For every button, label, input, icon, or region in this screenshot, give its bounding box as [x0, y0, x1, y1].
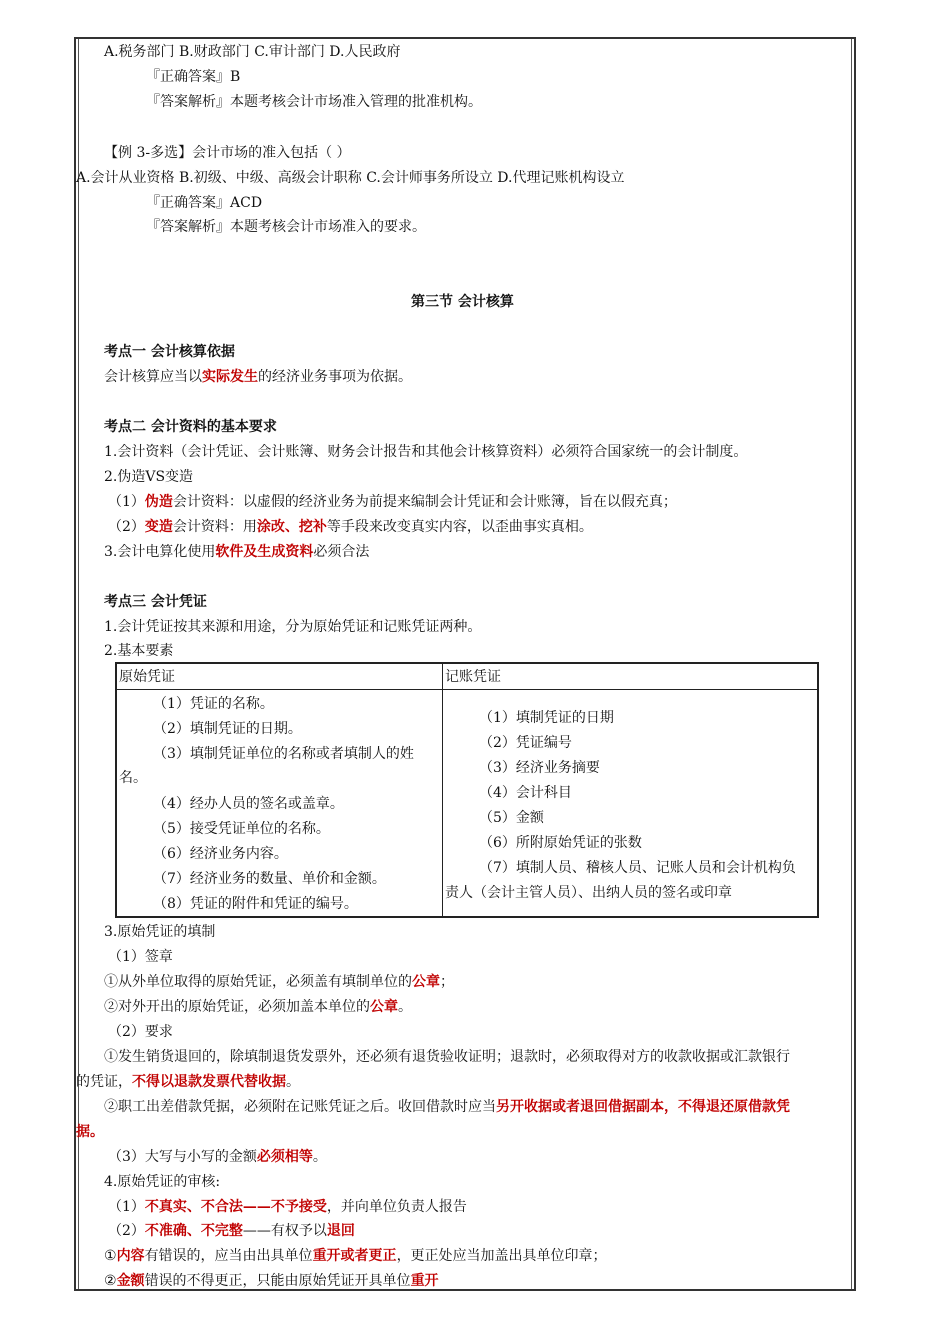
- q2-stem: 【例 3-多选】会计市场的准入包括（ ）: [104, 145, 351, 161]
- table-item: （2）填制凭证的日期。: [153, 720, 302, 737]
- k3-line-4a: （1）不真实、不合法——不予接受，并向单位负责人报告: [108, 1199, 467, 1215]
- frame-inner-right-rule: [851, 39, 852, 1289]
- table-item: （4）会计科目: [479, 784, 572, 801]
- k3-line-3a2: ②对外开出的原始凭证，必须加盖本单位的公章。: [104, 999, 412, 1015]
- table-item: （6）所附原始凭证的张数: [479, 834, 642, 851]
- table-cell-original-items: [116, 689, 443, 917]
- table-header-bookkeeping: 记账凭证: [443, 663, 819, 689]
- k3-line-2: 2.基本要素: [104, 643, 174, 659]
- k3-line-3b2-cont: 据。: [76, 1124, 104, 1140]
- k2-line-4: （2）变造会计资料：用涂改、挖补等手段来改变真实内容，以歪曲事实真相。: [108, 519, 593, 535]
- k2-line-1: 1.会计资料（会计凭证、会计账簿、财务会计报告和其他会计核算资料）必须符合国家统一的会计制度。: [104, 444, 748, 460]
- q2-answer: 『正确答案』ACD: [146, 195, 263, 211]
- table-cell-bookkeeping-items: [443, 689, 819, 917]
- k1-line: 会计核算应当以实际发生的经济业务事项为依据。: [104, 369, 412, 385]
- table-item: （7）经济业务的数量、单价和金额。: [153, 870, 386, 887]
- table-header-original: 原始凭证: [116, 663, 443, 689]
- frame-inner-left-rule: [78, 39, 79, 1289]
- table-item: （3）填制凭证单位的名称或者填制人的姓: [153, 745, 414, 762]
- k3-line-3a1: ①从外单位取得的原始凭证，必须盖有填制单位的公章；: [104, 974, 454, 990]
- k3-line-3c: （3）大写与小写的金额必须相等。: [108, 1149, 327, 1165]
- k3-line-4d: ②金额错误的不得更正，只能由原始凭证开具单位重开: [104, 1273, 439, 1289]
- k3-line-4: 4.原始凭证的审核:: [104, 1174, 221, 1190]
- table-item: 责人（会计主管人员）、出纳人员的签名或印章: [445, 884, 732, 901]
- k2-line-2: 2.伪造VS变造: [104, 469, 194, 485]
- q2-analysis: 『答案解析』本题考核会计市场准入的要求。: [146, 219, 426, 235]
- k2-title: 考点二 会计资料的基本要求: [104, 419, 277, 435]
- k3-line-3: 3.原始凭证的填制: [104, 924, 216, 940]
- table-item: （6）经济业务内容。: [153, 845, 288, 862]
- k3-line-4b: （2）不准确、不完整——有权予以退回: [108, 1223, 355, 1239]
- table-item: （1）填制凭证的日期: [479, 709, 614, 726]
- q1-answer: 『正确答案』B: [146, 69, 241, 85]
- table-item: （7）填制人员、稽核人员、记账人员和会计机构负: [479, 859, 796, 876]
- k3-line-3b1a: ①发生销货退回的，除填制退货发票外，还必须有退货验收证明；退款时，必须取得对方的收款收据或汇款银行: [104, 1049, 790, 1065]
- table-item: （3）经济业务摘要: [479, 759, 600, 776]
- table-item: （5）金额: [479, 809, 544, 826]
- q1-analysis: 『答案解析』本题考核会计市场准入管理的批准机构。: [146, 94, 482, 110]
- k2-line-5: 3.会计电算化使用软件及生成资料必须合法: [104, 544, 370, 560]
- k3-line-3b2: ②职工出差借款凭据，必须附在记账凭证之后。收回借款时应当另开收据或者退回借据副本，不得退还原借款凭: [104, 1099, 790, 1115]
- k3-line-1: 1.会计凭证按其来源和用途，分为原始凭证和记账凭证两种。: [104, 619, 482, 635]
- q2-options: A.会计从业资格 B.初级、中级、高级会计职称 C.会计师事务所设立 D.代理记账机构设立: [76, 170, 625, 186]
- table-item: （4）经办人员的签名或盖章。: [153, 795, 344, 812]
- k2-line-3: （1）伪造会计资料：以虚假的经济业务为前提来编制会计凭证和会计账簿，旨在以假充真；: [108, 494, 677, 510]
- q1-options: A.税务部门 B.财政部门 C.审计部门 D.人民政府: [104, 44, 401, 60]
- k3-line-3b1b: 的凭证，不得以退款发票代替收据。: [76, 1074, 300, 1090]
- k1-title: 考点一 会计核算依据: [104, 344, 235, 360]
- table-item: （5）接受凭证单位的名称。: [153, 820, 330, 837]
- voucher-elements-table: [115, 662, 819, 918]
- k3-line-4c: ①内容有错误的，应当由出具单位重开或者更正，更正处应当加盖出具单位印章；: [104, 1248, 607, 1264]
- k3-line-3b: （2）要求: [108, 1024, 173, 1040]
- table-item: （1）凭证的名称。: [153, 695, 274, 712]
- k3-line-3a: （1）签章: [108, 949, 173, 965]
- table-item: 名。: [119, 769, 147, 786]
- table-item: （8）凭证的附件和凭证的编号。: [153, 895, 358, 912]
- section-title: 第三节 会计核算: [411, 294, 514, 310]
- table-item: （2）凭证编号: [479, 734, 572, 751]
- k3-title: 考点三 会计凭证: [104, 594, 207, 610]
